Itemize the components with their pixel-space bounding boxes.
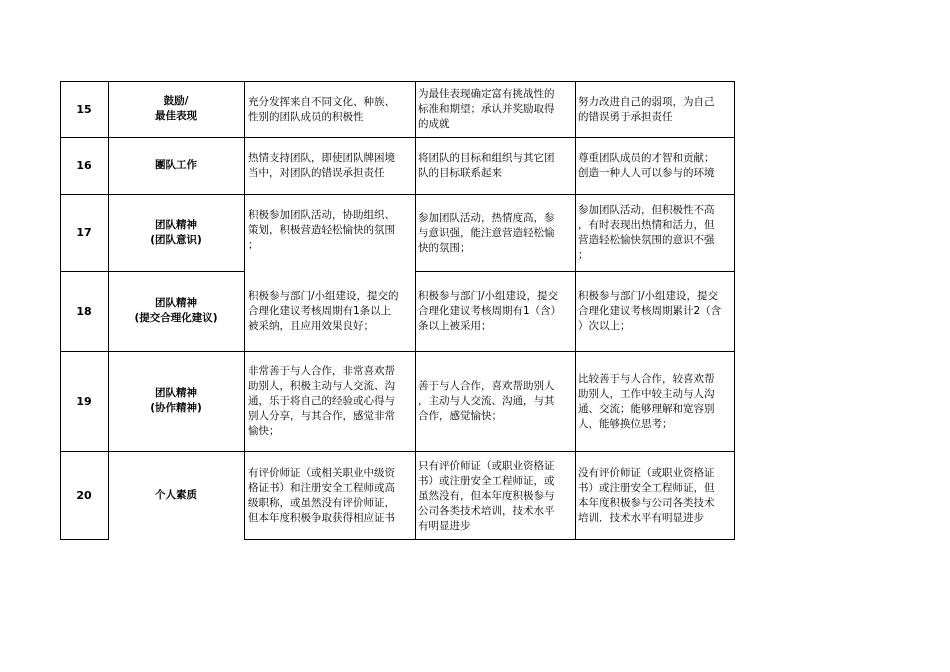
row-15-level-2: 为最佳表现确定富有挑战性的 标准和期望；承认并奖励取得 的成就 — [418, 88, 555, 130]
table-border — [245, 539, 735, 540]
row-divider — [60, 194, 735, 195]
column-divider — [415, 81, 416, 540]
row-20-category: 个人素质 — [155, 489, 197, 501]
row-20-number: 20 — [76, 489, 92, 502]
row-divider — [60, 271, 245, 272]
row-17-level-3: 参加团队活动，但积极性不高 ，有时表现出热情和活力，但 营造轻松愉快氛围的意识不强 ； — [578, 204, 715, 261]
row-19-category: 团队精神 (协作精神) — [150, 387, 202, 414]
row-18-number: 18 — [76, 304, 92, 318]
row-19-level-1: 非常善于与人合作，非常喜欢帮 助别人，积极主动与人交流、沟 通，乐于将自己的经验或心得与 别人分享，与其合作，感觉非常 愉快； — [248, 365, 395, 437]
row-16-level-1: 热情支持团队，即使团队牌困境 当中，对团队的错误承担责任 — [248, 152, 395, 179]
row-18-level-2: 积极参与部门/小组建设，提交 合理化建议考核周期有1（含） 条以上被采用； — [418, 290, 562, 332]
column-divider — [108, 81, 109, 540]
table-border — [60, 81, 61, 540]
row-16-number: 16 — [76, 159, 92, 172]
row-17-category: 团队精神 (团队意识) — [150, 218, 202, 246]
row-18-category: 团队精神 (提交合理化建议) — [134, 297, 218, 324]
row-19-level-3: 比较善于与人合作，较喜欢帮 助别人，工作中较主动与人沟 通、交流；能够理解和宽容别 人，能够换位思考； — [578, 372, 715, 430]
row-17-level-1: 积极参加团队活动，协助组织、 策划，积极营造轻松愉快的氛围 ； — [248, 209, 395, 251]
table-border — [60, 539, 108, 540]
row-20-level-3: 没有评价师证（或职业资格证 书）或注册安全工程师证，但 本年度积极参与公司各类技术 培训．技术水平有明显进步 — [578, 467, 715, 524]
row-16-level-3: 尊重团队成员的才智和贡献； 创造一种人人可以参与的环境 — [578, 152, 715, 179]
row-19-level-2: 善于与人合作，喜欢帮助别人 ，主动与人交流、沟通，与其 合作，感觉愉快； — [418, 380, 555, 422]
row-19-number: 19 — [76, 394, 92, 408]
row-18-level-1: 积极参与部门/小组建设，提交的 合理化建议考核周期有1条以上 被采纳，且应用效果良好； — [248, 290, 399, 332]
row-divider — [60, 451, 735, 452]
row-17-number: 17 — [76, 226, 92, 239]
column-divider — [575, 81, 576, 540]
row-17-level-2: 参加团队活动，热情度高，参 与意识强，能注意营造轻松愉 快的氛围； — [418, 211, 555, 254]
evaluation-table — [60, 81, 735, 540]
row-divider — [60, 351, 735, 352]
row-18-level-3: 积极参与部门/小组建设，提交 合理化建议考核周期累计2（含 ）次以上； — [578, 290, 722, 332]
row-15-level-3: 努力改进自己的弱项，为自己 的错误勇于承担责任 — [578, 95, 715, 123]
row-15-category: 鼓励/ 最佳表现 — [155, 95, 197, 122]
column-divider — [244, 81, 245, 540]
row-15-level-1: 充分发挥来自不同文化、种族、 性别的团队成员的积极性 — [248, 95, 395, 123]
row-divider — [60, 137, 735, 138]
row-15-number: 15 — [76, 102, 92, 116]
row-16-category: 團队工作 — [155, 159, 197, 171]
row-16-level-2: 将团队的目标和组织与其它团 队的目标联系起来 — [418, 152, 555, 179]
row-20-level-2: 只有评价师证（或职业资格证 书）或注册安全工程师证，或 虽然没有，但本年度积极参与 公司各类技术培训，技术水平 有明显进步 — [418, 459, 555, 532]
table-border — [734, 81, 735, 540]
table-border — [60, 81, 735, 82]
row-20-level-1: 有评价师证（或相关职业中级资 格证书）和注册安全工程师或高 级职称，或虽然没有评价师证， 但本年度积极争取获得相应证书 — [248, 467, 395, 524]
